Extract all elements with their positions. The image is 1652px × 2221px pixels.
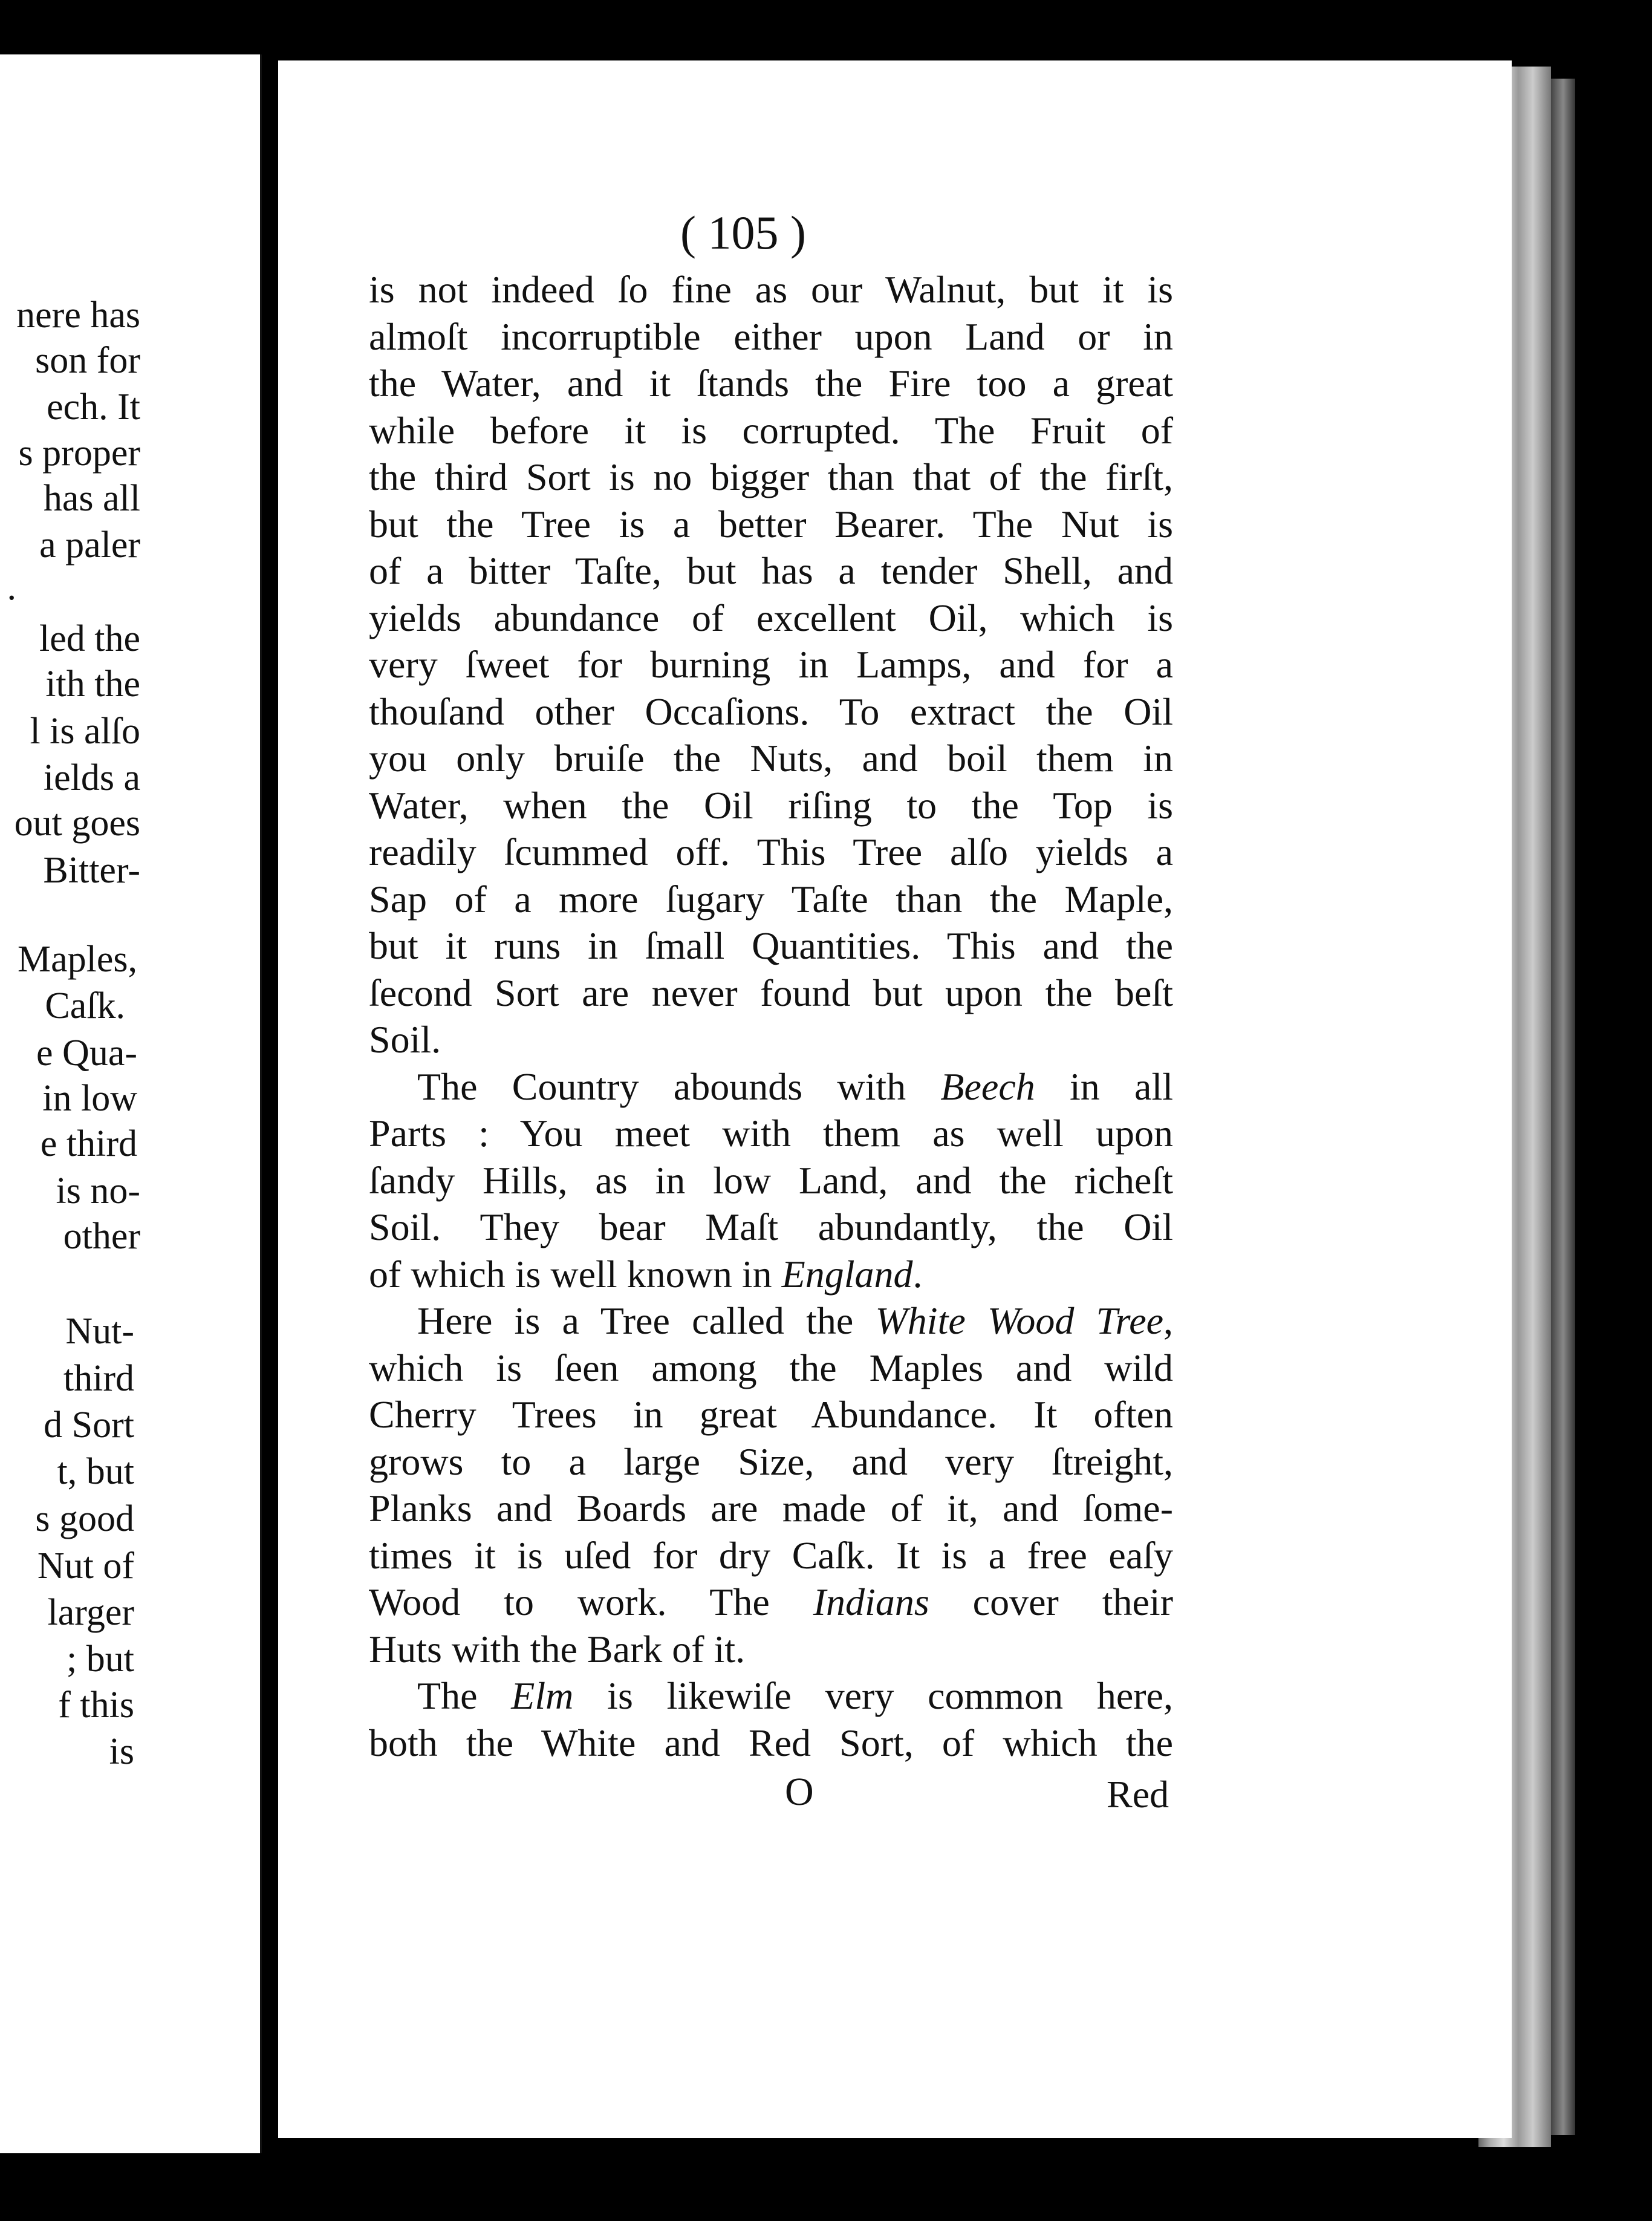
text-line: but it runs in ſmall Quantities. This and the xyxy=(369,924,1173,967)
left-page-line: son for xyxy=(35,340,140,381)
text-line: The Country abounds with Beech in all xyxy=(417,1065,1174,1108)
left-page-line: l is alſo xyxy=(30,711,140,752)
text-line: Soil. They bear Maſt abundantly, the Oil xyxy=(369,1205,1173,1248)
main-text-body xyxy=(369,266,1173,1766)
left-page-line: e Qua- xyxy=(36,1032,137,1074)
text-line: both the White and Red Sort, of which the xyxy=(369,1721,1173,1764)
left-page-line: t, but xyxy=(57,1451,134,1492)
left-page-line: ith the xyxy=(45,664,140,705)
left-page-line: Caſk. xyxy=(45,985,125,1026)
text-line: the third Sort is no bigger than that of the firſt, xyxy=(369,455,1173,498)
text-line: very ſweet for burning in Lamps, and for a xyxy=(369,643,1173,686)
text-line: The Elm is likewiſe very common here, xyxy=(417,1674,1174,1717)
text-line: times it is uſed for dry Caſk. It is a free eaſy xyxy=(369,1533,1173,1577)
left-page-line: Maples, xyxy=(17,939,137,980)
catchword: Red xyxy=(1107,1773,1169,1816)
text-line: while before it is corrupted. The Fruit of xyxy=(369,408,1173,452)
text-line: Soil. xyxy=(369,1018,441,1061)
text-line: Parts : You meet with them as well upon xyxy=(369,1112,1173,1155)
text-line: Water, when the Oil riſing to the Top is xyxy=(369,783,1173,827)
left-page-line: ields a xyxy=(43,757,140,798)
text-line: yields abundance of excellent Oil, which is xyxy=(369,596,1173,639)
left-page xyxy=(0,54,262,2153)
left-page-line: Nut- xyxy=(65,1311,134,1352)
text-line: Huts with the Bark of it. xyxy=(369,1627,746,1671)
left-page-line: third xyxy=(63,1358,134,1399)
text-line: thouſand other Occaſions. To extract the Oil xyxy=(369,690,1173,733)
text-line: of which is well known in England. xyxy=(369,1252,923,1296)
left-page-text xyxy=(0,54,260,2153)
text-line: Cherry Trees in great Abundance. It often xyxy=(369,1393,1173,1436)
left-page-line: other xyxy=(63,1216,140,1257)
text-line: which is ſeen among the Maples and wild xyxy=(369,1346,1173,1389)
left-page-line: e third xyxy=(40,1123,137,1164)
page-number: ( 105 ) xyxy=(680,206,806,259)
text-line: but the Tree is a better Bearer. The Nut is xyxy=(369,502,1173,546)
text-line: Planks and Boards are made of it, and ſome- xyxy=(369,1487,1173,1530)
text-line: readily ſcummed off. This Tree alſo yields a xyxy=(369,830,1173,873)
left-page-line: larger xyxy=(47,1592,134,1633)
text-line: ſecond Sort are never found but upon the beſt xyxy=(369,971,1173,1014)
text-line: of a bitter Taſte, but has a tender Shell, and xyxy=(369,549,1173,592)
left-page-line: s proper xyxy=(18,432,140,474)
text-line: almoſt incorruptible either upon Land or in xyxy=(369,315,1173,358)
left-page-line: ; but xyxy=(67,1639,134,1680)
book-spine-shadow xyxy=(1551,79,1575,2135)
text-line: you only bruiſe the Nuts, and boil them in xyxy=(369,737,1173,780)
left-page-line: f this xyxy=(58,1685,134,1726)
left-page-line: Nut of xyxy=(37,1545,134,1587)
text-line: Here is a Tree called the White Wood Tree, xyxy=(417,1299,1174,1342)
left-page-line: is xyxy=(109,1731,134,1772)
left-page-line: has all xyxy=(43,478,140,519)
left-page-line: out goes xyxy=(14,803,140,844)
left-page-line: d Sort xyxy=(44,1404,134,1446)
left-page-line: . xyxy=(7,567,16,608)
left-page-line: is no- xyxy=(56,1170,140,1212)
left-page-line: a paler xyxy=(39,524,140,566)
signature-mark: O xyxy=(785,1770,814,1814)
text-line: Sap of a more ſugary Taſte than the Maple, xyxy=(369,877,1173,921)
text-line: the Water, and it ſtands the Fire too a great xyxy=(369,362,1173,405)
left-page-line: led the xyxy=(39,618,140,659)
text-line: grows to a large Size, and very ſtreight, xyxy=(369,1440,1173,1483)
left-page-line: nere has xyxy=(16,295,140,336)
left-page-line: s good xyxy=(35,1498,134,1539)
left-page-line: in low xyxy=(42,1078,137,1119)
text-line: Wood to work. The Indians cover their xyxy=(369,1580,1174,1623)
text-line: is not indeed ſo fine as our Walnut, but it is xyxy=(369,268,1173,311)
text-line: ſandy Hills, as in low Land, and the richeſt xyxy=(369,1158,1173,1202)
left-page-line: Bitter- xyxy=(43,850,140,891)
left-page-line: ech. It xyxy=(47,386,140,428)
